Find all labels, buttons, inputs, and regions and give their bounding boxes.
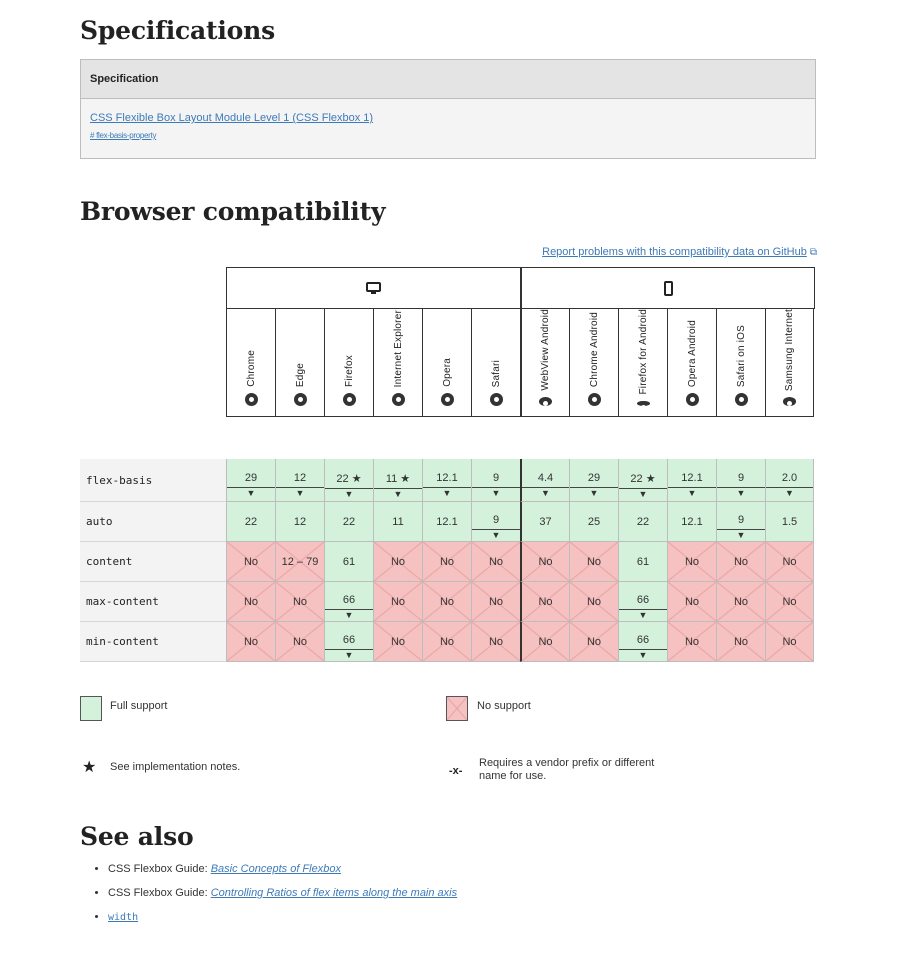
version-label: No [292,635,308,648]
prefix-label-line-1: Requires a vendor prefix or different [479,757,655,769]
version-label: No [439,635,455,648]
version-label: No [782,595,797,608]
browser-header [520,309,569,417]
support-cell [324,542,373,582]
version-label: No [733,595,749,608]
support-cell[interactable] [716,459,765,502]
support-cell[interactable] [667,459,716,502]
browser-header [618,309,667,417]
support-cell [716,622,765,662]
mobile-icon [664,281,673,296]
browser-header [569,309,618,417]
version-label: 12 [293,515,307,528]
browser-name: Safari [490,359,502,387]
version-label: 1.5 [781,515,798,528]
support-cell[interactable] [324,622,373,662]
expand-toggle-icon[interactable]: ▼ [325,609,373,620]
browser-header [373,309,422,417]
browser-logo-icon [588,393,601,406]
version-label: 12.1 [436,472,458,484]
expand-toggle-icon[interactable]: ▼ [717,487,765,498]
see-also-item [108,911,457,923]
version-label: 22 ★ [630,472,656,485]
version-label: 12 – 79 [281,555,319,568]
support-cell [520,622,569,662]
version-label: No [684,635,700,648]
support-cell[interactable] [275,459,324,502]
expand-toggle-icon[interactable]: ▼ [276,487,324,498]
report-problems [542,246,817,258]
browser-name: Opera Android [686,319,698,387]
version-label: No [586,555,602,568]
support-cell [520,502,569,542]
version-label: No [733,635,749,648]
version-label: 61 [342,555,356,568]
version-label: 2.0 [781,472,798,484]
browser-name: Safari on iOS [735,324,747,387]
support-cell [471,582,520,622]
expand-toggle-icon[interactable]: ▼ [472,487,520,498]
version-label: 12.1 [436,515,458,528]
support-cell[interactable] [324,582,373,622]
expand-toggle-icon[interactable]: ▼ [325,649,373,660]
version-label: No [488,635,504,648]
browser-header [716,309,765,417]
support-cell [667,622,716,662]
version-label: 29 [244,472,258,484]
support-cell [765,502,814,542]
expand-toggle-icon[interactable]: ▼ [619,488,667,499]
support-cell [226,502,275,542]
support-cell [520,582,569,622]
expand-toggle-icon[interactable]: ▼ [668,487,716,498]
browser-logo-icon [343,393,356,406]
spec-anchor-link[interactable]: # flex-basis-property [90,131,157,140]
version-label: No [292,595,308,608]
browser-header [471,309,520,417]
specifications-heading: Specifications [80,16,276,45]
specifications-table [80,59,816,159]
version-label: 22 [244,515,258,528]
version-label: No [538,555,553,568]
support-cell[interactable] [716,502,765,542]
version-label: No [684,595,700,608]
full-support-label: Full support [110,700,168,712]
browser-name: Chrome Android [588,311,600,387]
version-label: 22 [636,515,650,528]
version-label: 22 ★ [336,472,362,485]
version-label: 9 [737,513,745,526]
expand-toggle-icon[interactable]: ▼ [227,487,275,498]
expand-toggle-icon[interactable]: ▼ [570,487,618,498]
support-cell [569,542,618,582]
see-also-link[interactable]: Basic Concepts of Flexbox [210,863,341,875]
feature-name: max-content [80,582,226,622]
version-label: 25 [587,515,601,528]
browser-header [765,309,814,417]
support-cell [667,542,716,582]
see-also-heading: See also [80,822,194,851]
support-cell [716,542,765,582]
browser-logo-icon [539,397,552,406]
report-problems-link[interactable]: Report problems with this compatibility data on GitHub [542,246,807,258]
support-cell [373,502,422,542]
browser-name: Opera [441,358,453,387]
support-cell [765,622,814,662]
support-cell [667,502,716,542]
version-label: 12.1 [681,472,703,484]
browser-logo-icon [735,393,748,406]
version-label: No [586,635,602,648]
version-label: No [538,595,553,608]
version-label: No [439,595,455,608]
support-cell[interactable] [471,502,520,542]
support-cell [422,582,471,622]
support-cell [275,502,324,542]
support-cell[interactable] [520,459,569,502]
support-cell [226,582,275,622]
feature-name: content [80,542,226,582]
no-support-swatch [446,696,468,721]
full-support-swatch [80,696,102,721]
version-label: 4.4 [537,472,554,484]
see-also-item [108,887,457,899]
support-cell [275,582,324,622]
version-label: No [782,555,797,568]
version-label: 9 [492,513,500,526]
support-cell [520,542,569,582]
browser-name: Edge [294,362,306,387]
browser-logo-icon [637,401,650,406]
support-cell [324,502,373,542]
support-cell [422,502,471,542]
expand-toggle-icon[interactable]: ▼ [423,487,471,498]
version-label: 37 [539,515,552,528]
browser-name: Firefox [343,355,355,387]
support-cell [471,622,520,662]
support-cell [373,622,422,662]
support-cell [569,502,618,542]
version-label: 66 [342,633,356,646]
support-cell[interactable] [471,459,520,502]
version-label: No [733,555,749,568]
support-cell [422,542,471,582]
browser-logo-icon [490,393,503,406]
expand-toggle-icon[interactable]: ▼ [766,487,813,498]
support-cell[interactable] [569,459,618,502]
browser-compatibility-heading: Browser compatibility [80,197,386,226]
version-label: No [488,595,504,608]
expand-toggle-icon[interactable]: ▼ [619,609,667,620]
support-cell [275,622,324,662]
version-label: 9 [492,472,500,484]
support-cell[interactable] [618,582,667,622]
browser-header [667,309,716,417]
version-label: No [439,555,455,568]
browser-logo-icon [441,393,454,406]
browser-name: Firefox for Android [637,309,649,395]
browser-logo-icon [294,393,307,406]
support-cell[interactable] [422,459,471,502]
feature-name: min-content [80,622,226,662]
browser-name: Internet Explorer [392,309,404,387]
version-label: No [684,555,700,568]
see-also-list [90,863,457,935]
see-also-link[interactable]: Controlling Ratios of flex items along the main axis [210,887,458,899]
browser-header [422,309,471,417]
version-label: No [538,635,553,648]
support-cell [373,582,422,622]
browser-name: Chrome [245,350,257,387]
support-cell [569,582,618,622]
version-label: 66 [636,593,650,606]
version-label: No [243,555,259,568]
support-cell[interactable] [618,622,667,662]
version-label: No [390,635,406,648]
support-cell [618,542,667,582]
version-label: 66 [342,593,356,606]
see-also-link[interactable]: width [108,912,139,923]
expand-toggle-icon[interactable]: ▼ [619,649,667,660]
support-cell [275,542,324,582]
expand-toggle-icon[interactable]: ▼ [472,529,520,540]
version-label: 11 [392,515,404,528]
no-support-label: No support [477,700,531,712]
prefix-symbol: -x- [449,765,463,777]
version-label: 12 [293,472,307,484]
version-label: No [243,635,259,648]
browser-logo-icon [783,397,796,406]
browser-header [275,309,324,417]
compat-table [80,267,817,661]
support-cell [373,542,422,582]
feature-name: auto [80,502,226,542]
prefix-label [479,757,654,783]
impl-notes-label: See implementation notes. [110,761,241,773]
support-cell [618,502,667,542]
support-cell [226,622,275,662]
support-cell[interactable] [226,459,275,502]
support-cell [667,582,716,622]
see-also-item [108,863,457,875]
see-also-prefix: CSS Flexbox Guide: [108,863,211,875]
version-label: 22 [342,515,356,528]
version-label: 66 [636,633,650,646]
see-also-prefix: CSS Flexbox Guide: [108,887,211,899]
version-label: 29 [587,472,601,484]
support-cell [471,542,520,582]
feature-name: flex-basis [80,459,226,502]
star-icon: ★ [82,759,97,776]
spec-table-row [81,99,815,158]
support-cell[interactable] [765,459,814,502]
support-cell[interactable] [618,459,667,502]
support-cell [716,582,765,622]
version-label: No [390,595,406,608]
support-cell [226,542,275,582]
browser-name: WebView Android [540,309,551,391]
version-label: No [782,635,797,648]
version-label: 11 ★ [385,472,411,485]
version-label: No [586,595,602,608]
platform-desktop [226,267,520,309]
expand-toggle-icon[interactable]: ▼ [717,529,765,540]
version-label: 61 [636,555,650,568]
expand-toggle-icon[interactable]: ▼ [325,488,373,499]
version-label: No [243,595,259,608]
spec-table-header: Specification [81,60,815,99]
support-cell [569,622,618,662]
support-cell[interactable] [373,459,422,502]
support-cell [765,542,814,582]
version-label: No [488,555,504,568]
prefix-label-line-2: name for use. [479,770,547,782]
expand-toggle-icon[interactable]: ▼ [374,488,422,499]
platform-mobile [520,267,815,309]
version-label: 12.1 [681,515,703,528]
expand-toggle-icon[interactable]: ▼ [522,487,569,498]
desktop-icon [366,282,381,295]
external-link-icon: ⧉ [809,247,817,258]
browser-header [226,309,275,417]
browser-header [324,309,373,417]
version-label: No [390,555,406,568]
support-cell[interactable] [324,459,373,502]
browser-logo-icon [686,393,699,406]
browser-logo-icon [392,393,405,406]
support-cell [422,622,471,662]
browser-name: Samsung Internet [784,309,795,392]
version-label: 9 [737,472,745,484]
support-cell [765,582,814,622]
browser-logo-icon [245,393,258,406]
spec-link[interactable]: CSS Flexible Box Layout Module Level 1 (CSS Flexbox 1) [90,112,374,124]
